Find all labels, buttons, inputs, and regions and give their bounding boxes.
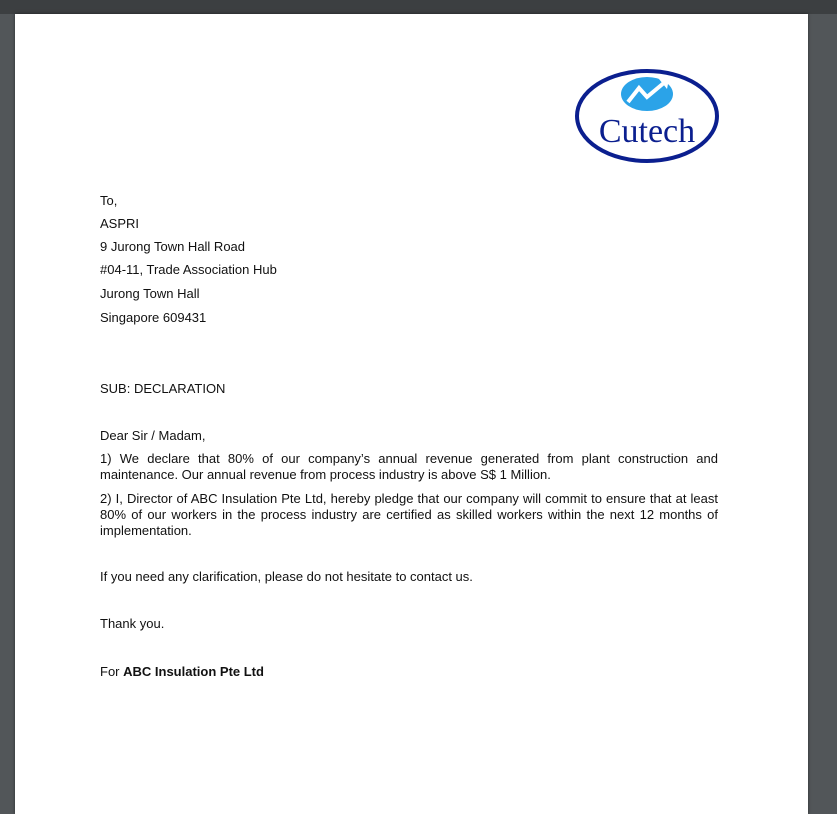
logo-text: Cutech — [598, 113, 696, 150]
address-line-1: ASPRI — [100, 216, 140, 231]
viewer-toolbar — [0, 0, 837, 14]
address-line-5: Singapore 609431 — [100, 310, 207, 325]
declaration-point-2: 2) I, Director of ABC Insulation Pte Ltd, hereby pledge that our company will commit to ensure that at least 80% of our workers in the process industry are certified as skilled workers within the next 12 months of implementation. — [100, 491, 718, 538]
signature-prefix: For — [100, 664, 124, 679]
thanks-line: Thank you. — [100, 616, 165, 631]
address-line-2: 9 Jurong Town Hall Road — [100, 239, 246, 254]
clarification-line: If you need any clarification, please do not hesitate to contact us. — [100, 569, 473, 584]
signature-line — [100, 664, 264, 680]
company-name: ABC Insulation Pte Ltd — [123, 664, 264, 679]
addressee-label: To, — [100, 193, 118, 208]
subject-line: SUB: DECLARATION — [100, 381, 226, 396]
address-line-3: #04-11, Trade Association Hub — [100, 262, 277, 277]
address-line-4: Jurong Town Hall — [100, 286, 200, 301]
salutation: Dear Sir / Madam, — [100, 428, 206, 443]
declaration-point-1: 1) We declare that 80% of our company’s annual revenue generated from plant construction and maintenance. Our annual revenue from process industry is above S$ 1 Million. — [100, 451, 718, 482]
viewer-scrollbar[interactable] — [808, 14, 837, 807]
company-logo — [573, 66, 721, 166]
document-page — [15, 14, 808, 814]
